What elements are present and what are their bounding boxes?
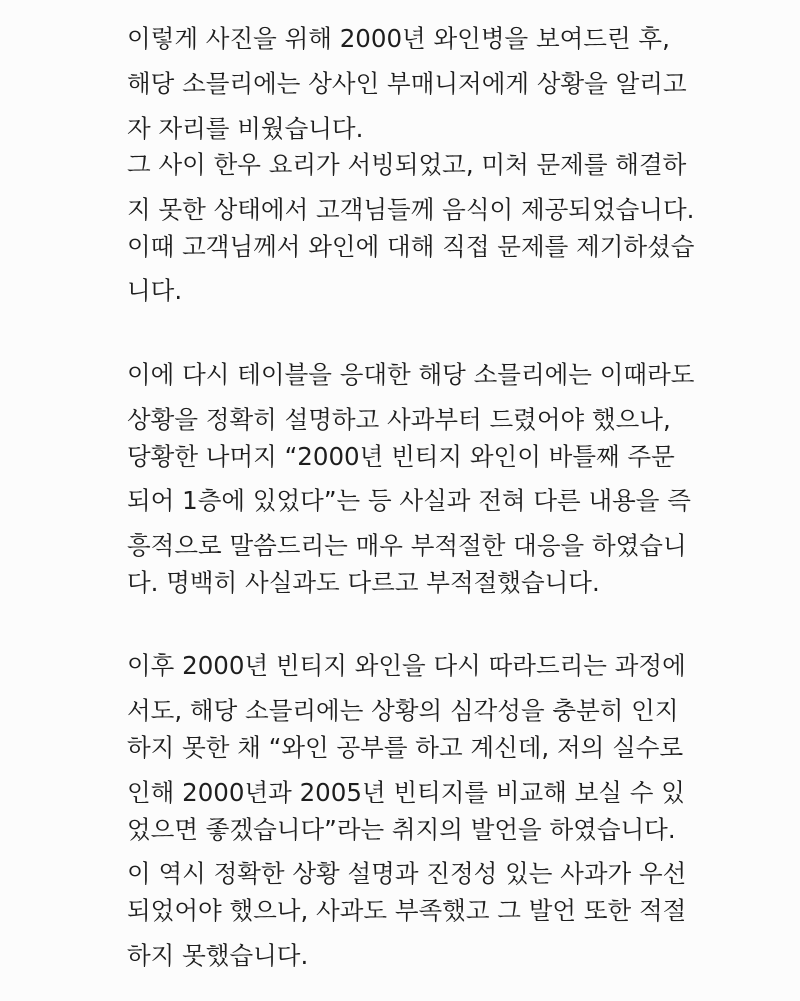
text-line: 이후 2000년 빈티지 와인을 다시 따라드리는 과정에 bbox=[127, 651, 686, 680]
text-line: 되었어야 했으나, 사과도 부족했고 그 발언 또한 적절 bbox=[127, 896, 687, 925]
text-line: 당황한 나머지 “2000년 빈티지 와인이 바틀째 주문 bbox=[127, 442, 675, 471]
text-line: 하지 못한 채 “와인 공부를 하고 계신데, 저의 실수로 bbox=[127, 733, 684, 762]
text-line: 흥적으로 말씀드리는 매우 부적절한 대응을 하였습니 bbox=[127, 531, 687, 560]
text-line: 었으면 좋겠습니다”라는 취지의 발언을 하였습니다. bbox=[127, 815, 676, 844]
text-line: 해당 소믈리에는 상사인 부매니저에게 상황을 알리고 bbox=[127, 69, 687, 98]
text-line: 하지 못했습니다. bbox=[127, 941, 309, 970]
text-line: 그 사이 한우 요리가 서빙되었고, 미처 문제를 해결하 bbox=[127, 150, 687, 179]
text-line: 서도, 해당 소믈리에는 상황의 심각성을 충분히 인지 bbox=[127, 696, 679, 725]
text-line: 상황을 정확히 설명하고 사과부터 드렸어야 했으나, bbox=[127, 405, 671, 434]
text-line: 다. 명백히 사실과도 다르고 부적절했습니다. bbox=[127, 568, 600, 597]
text-line: 이때 고객님께서 와인에 대해 직접 문제를 제기하셨습 bbox=[127, 232, 695, 261]
text-line: 이 역시 정확한 상황 설명과 진정성 있는 사과가 우선 bbox=[127, 859, 687, 888]
text-line: 자 자리를 비웠습니다. bbox=[127, 114, 364, 143]
text-line: 니다. bbox=[127, 276, 183, 305]
text-line: 인해 2000년과 2005년 빈티지를 비교해 보실 수 있 bbox=[127, 778, 685, 807]
text-line: 되어 1층에 있었다”는 등 사실과 전혀 다른 내용을 즉 bbox=[127, 486, 691, 515]
text-line: 지 못한 상태에서 고객님들께 음식이 제공되었습니다. bbox=[127, 195, 695, 224]
text-line: 이렇게 사진을 위해 2000년 와인병을 보여드린 후, bbox=[127, 24, 670, 53]
text-line: 이에 다시 테이블을 응대한 해당 소믈리에는 이때라도 bbox=[127, 360, 695, 389]
